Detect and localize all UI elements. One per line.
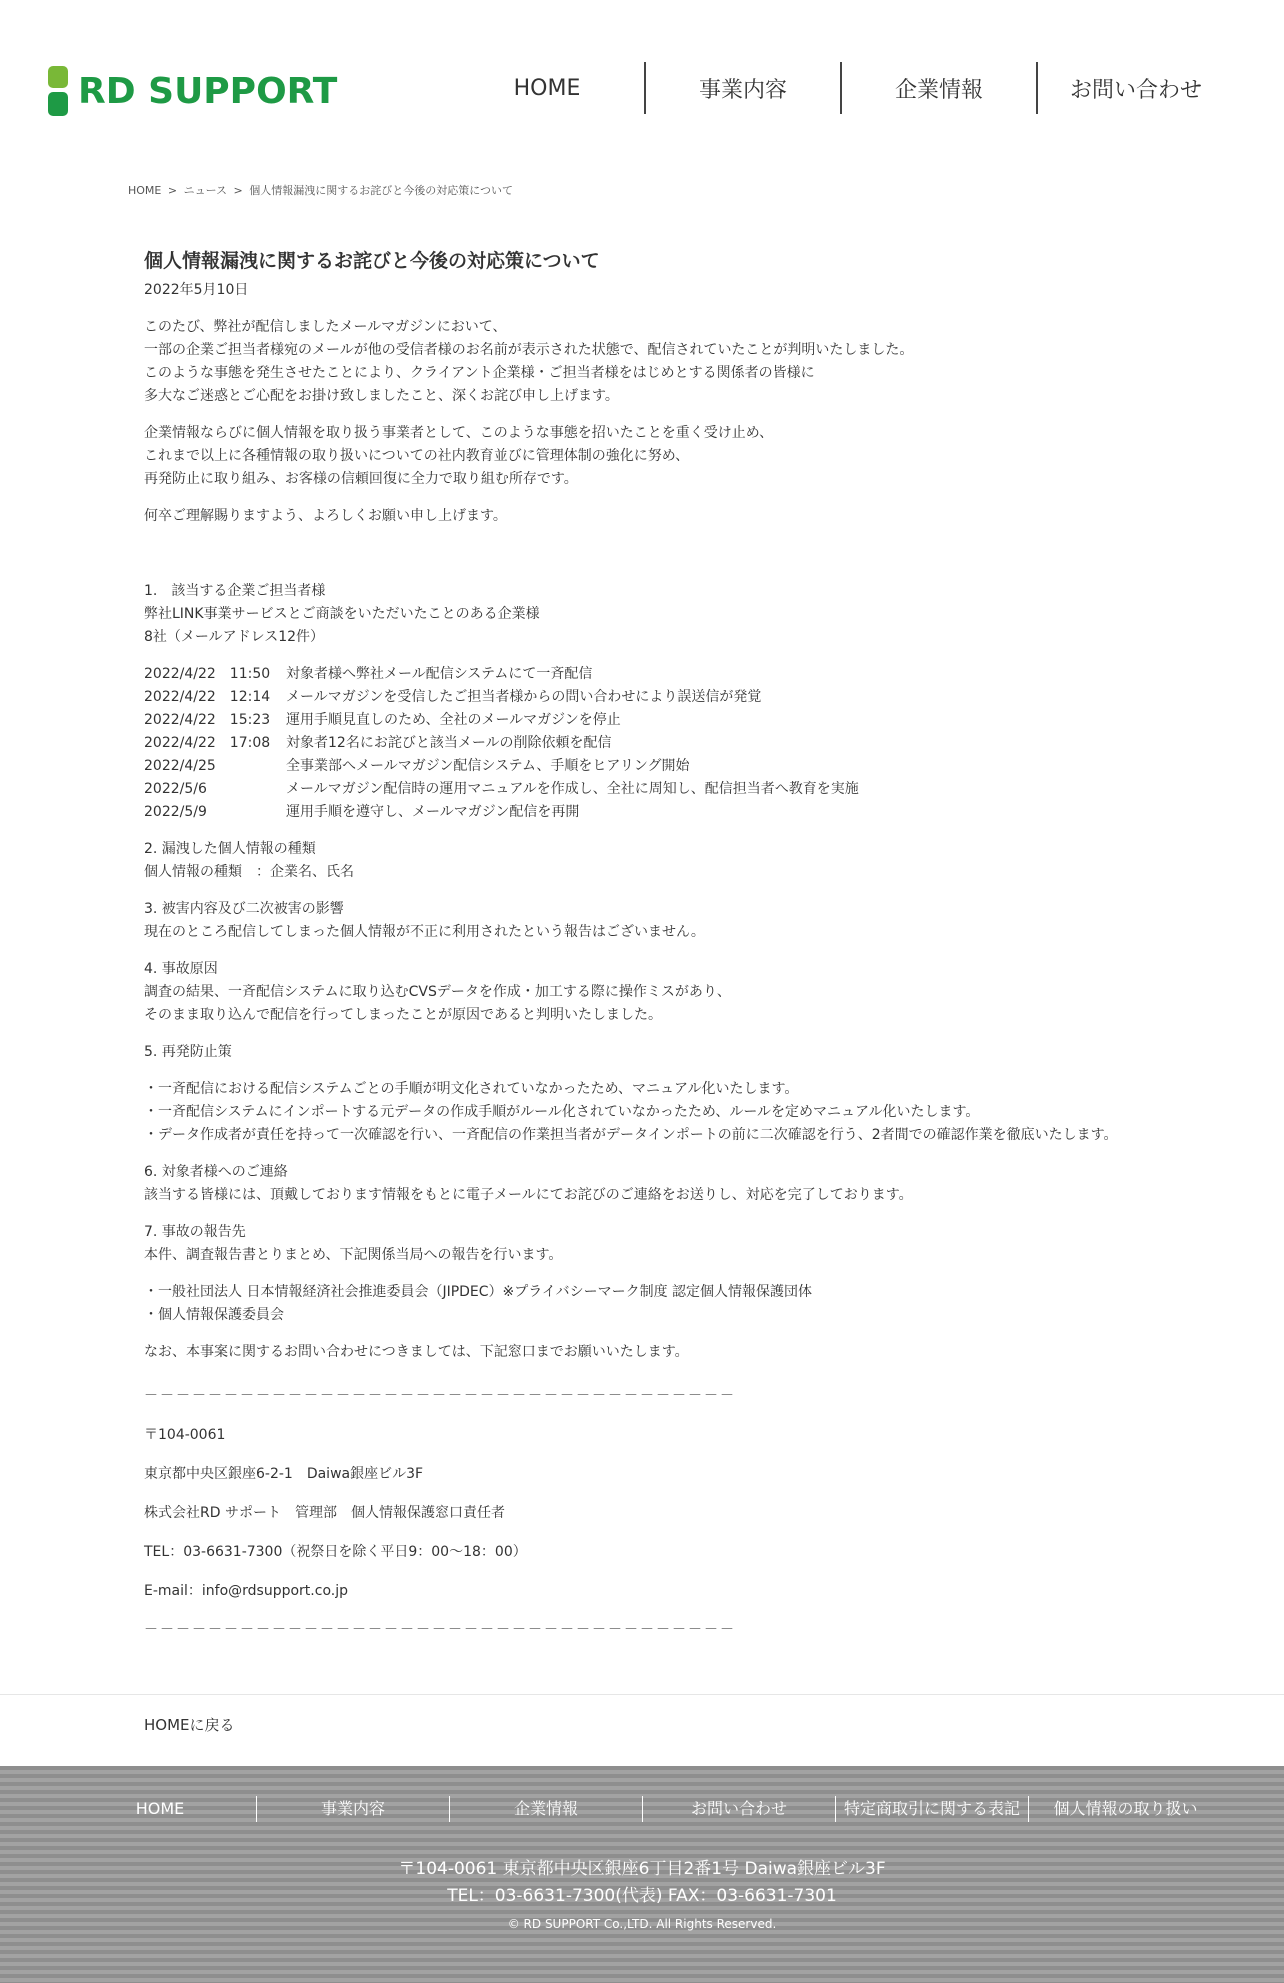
article [144, 246, 1264, 1640]
breadcrumb-current: 個人情報漏洩に関するお詫びと今後の対応策について [249, 184, 514, 197]
section-7: 7. 事故の報告先 本件、調査報告書とりまとめ、下記関係当局への報告を行います。 [144, 1224, 563, 1263]
nav-home[interactable]: HOME [450, 62, 646, 114]
footer-address: 〒104-0061 東京都中央区銀座6丁目2番1号 Daiwa銀座ビル3F [398, 1859, 886, 1879]
breadcrumb [128, 182, 513, 198]
apology-paragraph: 何卒ご理解賜りますよう、よろしくお願い申し上げます。 [144, 508, 507, 524]
footer-nav-commerce[interactable]: 特定商取引に関する表記 [836, 1796, 1029, 1822]
section-divider [0, 1694, 1284, 1695]
section-5-items: ・一斉配信における配信システムごとの手順が明文化されていなかったため、マニュアル化いたします。 ・一斉配信システムにインポートする元データの作成手順がルール化されていなかったため、ルールを定めマニュアル化いたします。 ・データ作成者が責任を持って一次確認を行い、一斉配信の作業担当者がデータインポートの前に二次確認を行う、2者間での確認作業を徹底いたします。 [144, 1081, 1118, 1143]
contact-dept: 株式会社RD サポート 管理部 個人情報保護窓口責任者 [144, 1505, 505, 1521]
nav-contact[interactable]: お問い合わせ [1069, 77, 1202, 103]
section-5-title: 5. 再発防止策 [144, 1044, 232, 1060]
section-1: 1. 該当する企業ご担当者様 弊社LINK事業サービスとご商談をいただいたことのある企業様 8社（メールアドレス12件） [144, 583, 540, 645]
nav-company[interactable]: 企業情報 [842, 62, 1038, 114]
logo[interactable] [48, 66, 337, 118]
footer-nav-home[interactable]: HOME [64, 1796, 257, 1822]
article-date: 2022年5月10日 [144, 282, 249, 298]
site-header [0, 0, 1284, 170]
timeline-row: 2022/4/22 11:50 対象者様へ弊社メール配信システムにて一斉配信 [144, 666, 593, 682]
timeline-row: 2022/5/6 メールマガジン配信時の運用マニュアルを作成し、全社に周知し、配信担当者へ教育を実施 [144, 781, 859, 797]
footer-nav-business[interactable]: 事業内容 [257, 1796, 450, 1822]
timeline-row: 2022/5/9 運用手順を遵守し、メールマガジン配信を再開 [144, 804, 580, 820]
footer-nav-contact[interactable]: お問い合わせ [643, 1796, 836, 1822]
footer-tel: TEL：03-6631-7300(代表) FAX：03-6631-7301 [447, 1886, 837, 1906]
contact-postal: 〒104-0061 [144, 1427, 226, 1443]
contact-email: E-mail：info@rdsupport.co.jp [144, 1583, 348, 1599]
site-footer [0, 1766, 1284, 1983]
contact-address: 東京都中央区銀座6-2-1 Daiwa銀座ビル3F [144, 1466, 424, 1482]
timeline-row: 2022/4/25 全事業部へメールマガジン配信システム、手順をヒアリング開始 [144, 758, 690, 774]
dashed-divider: －－－－－－－－－－－－－－－－－－－－－－－－－－－－－－－－－－－－－ [144, 1388, 736, 1404]
section-4: 4. 事故原因 調査の結果、一斉配信システムに取り込むCVSデータを作成・加工する際に操作ミスがあり、 そのまま取り込んで配信を行ってしまったことが原因であると判明いたしました。 [144, 961, 731, 1023]
logo-mark-icon [48, 66, 68, 118]
dashed-divider: －－－－－－－－－－－－－－－－－－－－－－－－－－－－－－－－－－－－－ [144, 1622, 736, 1638]
closing-paragraph: なお、本事案に関するお問い合わせにつきましては、下記窓口までお願いいたします。 [144, 1344, 689, 1360]
intro-paragraph: このたび、弊社が配信しましたメールマガジンにおいて、 一部の企業ご担当者様宛のメールが他の受信者様のお名前が表示された状態で、配信されていたことが判明いたしました。 このような事態を発生させたことにより、クライアント企業様・ご担当者様をはじめとする関係者の皆様に 多大なご迷惑とご心配をお掛け致しましたこと、深くお詫び申し上げます。 [144, 319, 914, 404]
footer-copyright: © RD SUPPORT Co.,LTD. All Rights Reserved. [507, 1917, 777, 1931]
contact-tel: TEL：03-6631-7300（祝祭日を除く平日9：00～18：00） [144, 1544, 527, 1560]
timeline-row: 2022/4/22 12:14 メールマガジンを受信したご担当者様からの問い合わせにより誤送信が発覚 [144, 689, 762, 705]
main-nav [450, 62, 1234, 114]
article-title: 個人情報漏洩に関するお詫びと今後の対応策について [144, 250, 600, 272]
commitment-paragraph: 企業情報ならびに個人情報を取り扱う事業者として、このような事態を招いたことを重く受け止め、 これまで以上に各種情報の取り扱いについての社内教育並びに管理体制の強化に努め、 再発防止に取り組み、お客様の信頼回復に全力で取り組む所存です。 [144, 425, 774, 487]
timeline-row: 2022/4/22 15:23 運用手順見直しのため、全社のメールマガジンを停止 [144, 712, 621, 728]
section-2: 2. 漏洩した個人情報の種類 個人情報の種類 ：企業名、氏名 [144, 841, 354, 880]
nav-business[interactable]: 事業内容 [646, 62, 842, 114]
logo-text: RD SUPPORT [78, 71, 338, 112]
footer-nav-privacy[interactable]: 個人情報の取り扱い [1053, 1799, 1198, 1818]
breadcrumb-separator: > [167, 184, 178, 197]
timeline [144, 663, 1264, 824]
footer-nav-company[interactable]: 企業情報 [450, 1796, 643, 1822]
breadcrumb-separator: > [233, 184, 243, 197]
breadcrumb-news[interactable]: ニュース [183, 184, 228, 197]
back-to-home-link[interactable]: HOMEに戻る [144, 1716, 235, 1734]
section-7-items: ・一般社団法人 日本情報経済社会推進委員会（JIPDEC）※プライバシーマーク制度 認定個人情報保護団体 ・個人情報保護委員会 [144, 1284, 813, 1323]
timeline-row: 2022/4/22 17:08 対象者12名にお詫びと該当メールの削除依頼を配信 [144, 735, 612, 751]
section-3: 3. 被害内容及び二次被害の影響 現在のところ配信してしまった個人情報が不正に利用されたという報告はございません。 [144, 901, 705, 940]
section-6: 6. 対象者様へのご連絡 該当する皆様には、頂戴しております情報をもとに電子メールにてお詫びのご連絡をお送りし、対応を完了しております。 [144, 1164, 913, 1203]
breadcrumb-home[interactable]: HOME [128, 184, 162, 197]
footer-nav [64, 1796, 1222, 1822]
